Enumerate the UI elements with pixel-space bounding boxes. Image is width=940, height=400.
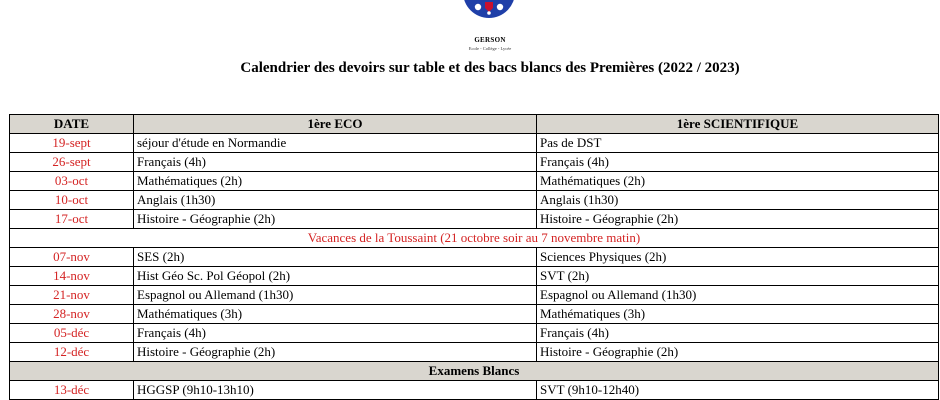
date-cell: 10-oct [10,191,134,210]
column-header-eco: 1ère ECO [134,115,537,134]
sci-cell: Espagnol ou Allemand (1h30) [537,286,939,305]
table-row [10,172,939,191]
sci-cell: SVT (2h) [537,267,939,286]
sci-cell: Sciences Physiques (2h) [537,248,939,267]
eco-cell: HGGSP (9h10-13h10) [134,381,537,400]
column-header-date: DATE [10,115,134,134]
date-cell: 12-déc [10,343,134,362]
school-name: GERSON [474,36,506,44]
table-body [10,134,939,400]
schedule-table [9,114,939,400]
sci-cell: Mathématiques (2h) [537,172,939,191]
column-header-sci: 1ère SCIENTIFIQUE [537,115,939,134]
table-row [10,134,939,153]
sci-cell: Histoire - Géographie (2h) [537,210,939,229]
holiday-banner: Vacances de la Toussaint (21 octobre soir au 7 novembre matin) [10,229,939,248]
date-cell: 14-nov [10,267,134,286]
sci-cell: Anglais (1h30) [537,191,939,210]
eco-cell: séjour d'étude en Normandie [134,134,537,153]
date-cell: 05-déc [10,324,134,343]
date-cell: 03-oct [10,172,134,191]
sci-cell: Français (4h) [537,153,939,172]
date-cell: 19-sept [10,134,134,153]
sci-cell: Mathématiques (3h) [537,305,939,324]
sci-cell: Français (4h) [537,324,939,343]
date-cell: 26-sept [10,153,134,172]
table-row [10,381,939,400]
eco-cell: SES (2h) [134,248,537,267]
sci-cell: Pas de DST [537,134,939,153]
table-row [10,286,939,305]
table-row [10,153,939,172]
table-header-row [10,115,939,134]
page-title: Calendrier des devoirs sur table et des bacs blancs des Premières (2022 / 2023) [240,60,740,76]
table-row [10,210,939,229]
date-cell: 13-déc [10,381,134,400]
section-header-row [10,362,939,381]
table-row [10,248,939,267]
eco-cell: Français (4h) [134,153,537,172]
eco-cell: Espagnol ou Allemand (1h30) [134,286,537,305]
date-cell: 21-nov [10,286,134,305]
sci-cell: SVT (9h10-12h40) [537,381,939,400]
eco-cell: Hist Géo Sc. Pol Géopol (2h) [134,267,537,286]
table-row [10,343,939,362]
eco-cell: Mathématiques (3h) [134,305,537,324]
eco-cell: Anglais (1h30) [134,191,537,210]
date-cell: 17-oct [10,210,134,229]
eco-cell: Français (4h) [134,324,537,343]
section-header: Examens Blancs [10,362,939,381]
table-row [10,324,939,343]
date-cell: 28-nov [10,305,134,324]
date-cell: 07-nov [10,248,134,267]
school-subtitle: Ecole - Collège - Lycée [468,46,512,51]
table-row [10,267,939,286]
sci-cell: Histoire - Géographie (2h) [537,343,939,362]
eco-cell: Histoire - Géographie (2h) [134,210,537,229]
holiday-banner-row [10,229,939,248]
table-row [10,305,939,324]
school-logo [463,0,515,18]
eco-cell: Histoire - Géographie (2h) [134,343,537,362]
table-row [10,191,939,210]
eco-cell: Mathématiques (2h) [134,172,537,191]
